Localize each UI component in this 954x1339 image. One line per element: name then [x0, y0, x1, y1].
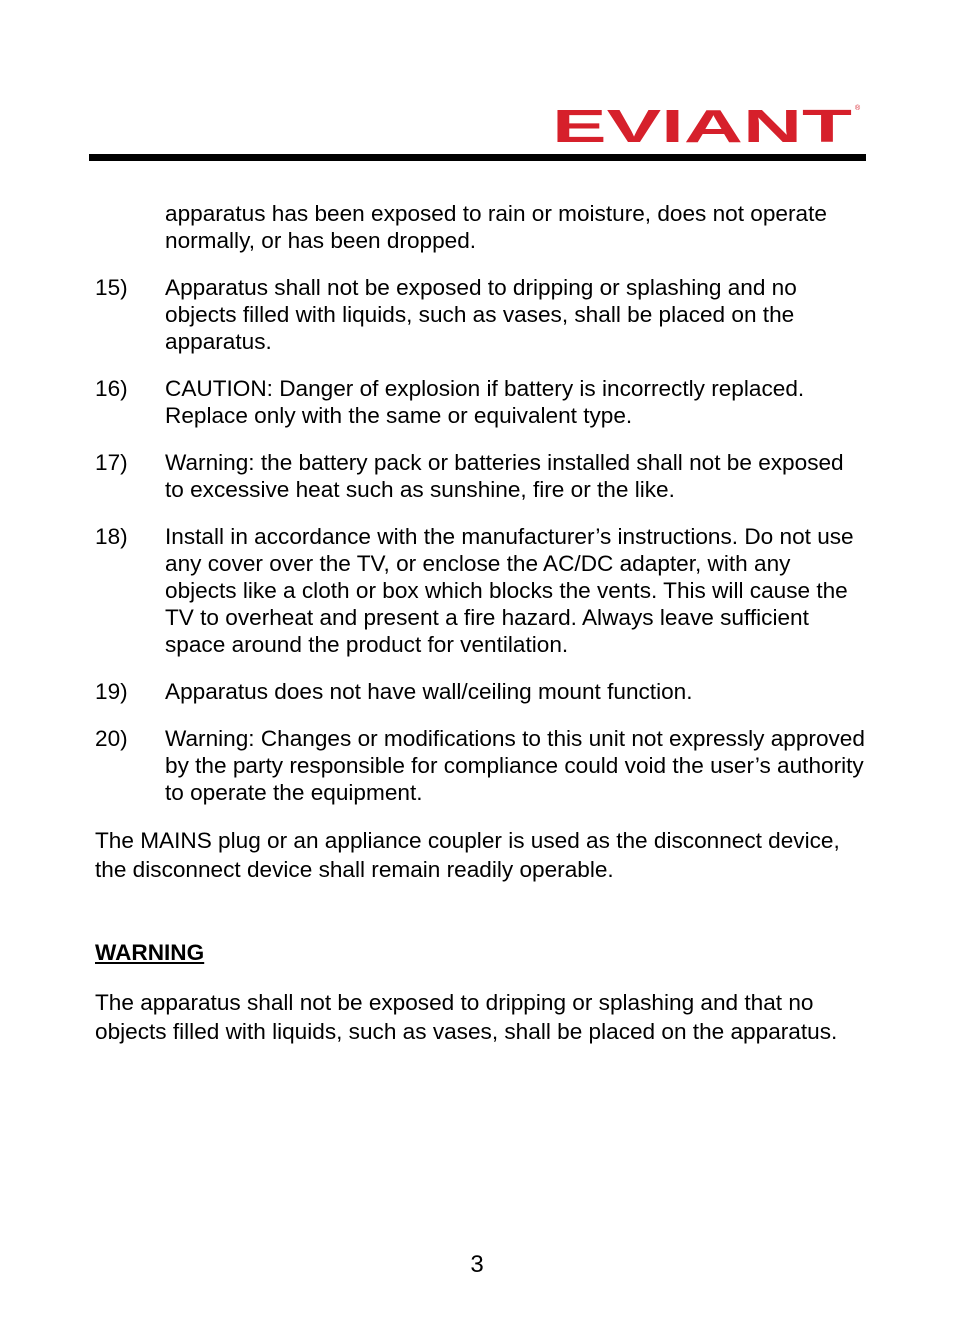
- item-number: 18): [95, 524, 128, 549]
- list-item: [95, 678, 867, 705]
- mains-note: The MAINS plug or an appliance coupler is used as the disconnect device, the disconnect device shall remain readily operable.: [95, 828, 840, 882]
- item-text: Install in accordance with the manufacturer’s instructions. Do not use any cover over the TV, or enclose the AC/DC adapter, with any objects like a cloth or box which blocks the vents. This will cause the TV to overheat and present a fire hazard. Always leave sufficient space around the product for ventilation.: [165, 524, 854, 657]
- svg-text:®: ®: [855, 105, 861, 112]
- list-item: [95, 274, 867, 355]
- list-item: [95, 449, 867, 503]
- eviant-logo: [552, 100, 864, 148]
- list-item: [95, 523, 867, 658]
- list-item: [95, 725, 867, 806]
- svg-text:EVIANT: EVIANT: [552, 100, 852, 148]
- item-text: Apparatus does not have wall/ceiling mount function.: [165, 679, 693, 704]
- item-number: 19): [95, 679, 128, 704]
- continued-paragraph: apparatus has been exposed to rain or moisture, does not operate normally, or has been dropped.: [165, 201, 827, 253]
- item-text: Apparatus shall not be exposed to dripping or splashing and no objects filled with liquids, such as vases, shall be placed on the apparatus.: [165, 275, 797, 354]
- list-item: [95, 375, 867, 429]
- document-body: [95, 200, 867, 1046]
- warning-heading: WARNING: [95, 940, 205, 965]
- header-rule: [89, 154, 866, 161]
- item-number: 15): [95, 275, 128, 300]
- item-text: Warning: Changes or modifications to this unit not expressly approved by the party responsible for compliance could void the user’s authority to operate the equipment.: [165, 726, 865, 805]
- item-number: 17): [95, 450, 128, 475]
- item-number: 16): [95, 376, 128, 401]
- eviant-logo-graphic: [552, 100, 864, 148]
- item-text: CAUTION: Danger of explosion if battery is incorrectly replaced. Replace only with the same or equivalent type.: [165, 376, 805, 428]
- item-text: Warning: the battery pack or batteries installed shall not be exposed to excessive heat such as sunshine, fire or the like.: [165, 450, 844, 502]
- item-number: 20): [95, 726, 128, 751]
- warning-text: The apparatus shall not be exposed to dripping or splashing and that no objects filled with liquids, such as vases, shall be placed on the apparatus.: [95, 990, 838, 1044]
- page-number: 3: [470, 1251, 484, 1278]
